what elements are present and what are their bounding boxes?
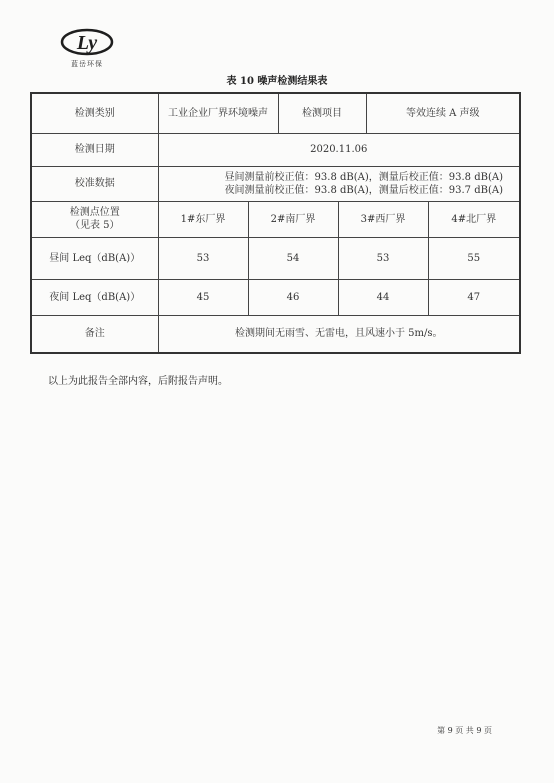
calib-data — [158, 166, 520, 201]
point-4: 4#北厂界 — [428, 201, 520, 237]
night-value-4: 47 — [428, 279, 520, 315]
table-row — [31, 315, 520, 353]
date-value: 2020.11.06 — [158, 133, 520, 166]
day-value-1: 53 — [158, 237, 248, 279]
day-value-4: 55 — [428, 237, 520, 279]
table-row — [31, 237, 520, 279]
item-label: 检测项目 — [278, 93, 366, 133]
point-3: 3#西厂界 — [338, 201, 428, 237]
night-label: 夜间 Leq（dB(A)） — [31, 279, 158, 315]
table-row — [31, 201, 520, 237]
night-value-3: 44 — [338, 279, 428, 315]
calib-night: 夜间测量前校正值：93.8 dB(A)，测量后校正值：93.7 dB(A) — [224, 184, 503, 196]
date-label: 检测日期 — [31, 133, 158, 166]
noise-results-table — [30, 92, 521, 354]
calib-day: 昼间测量前校正值：93.8 dB(A)，测量后校正值：93.8 dB(A) — [224, 171, 503, 183]
category-value: 工业企业厂界环境噪声 — [158, 93, 278, 133]
night-value-2: 46 — [248, 279, 338, 315]
company-name: 蓝岳环保 — [71, 60, 103, 68]
point-label — [31, 201, 158, 237]
table-title: 表 10 噪声检测结果表 — [226, 76, 328, 87]
day-value-2: 54 — [248, 237, 338, 279]
table-row — [31, 93, 520, 133]
logo-letters: Ly — [76, 32, 98, 54]
point-1: 1#东厂界 — [158, 201, 248, 237]
day-label: 昼间 Leq（dB(A)） — [31, 237, 158, 279]
point-label-line2: （见表 5） — [69, 220, 120, 231]
point-2: 2#南厂界 — [248, 201, 338, 237]
company-logo — [60, 28, 114, 72]
remark-value: 检测期间无雨雪、无雷电，且风速小于 5m/s。 — [158, 315, 520, 353]
footer-note: 以上为此报告全部内容，后附报告声明。 — [48, 376, 228, 387]
night-value-1: 45 — [158, 279, 248, 315]
remark-label: 备注 — [31, 315, 158, 353]
page-number: 第 9 页 共 9 页 — [437, 726, 492, 735]
point-label-line1: 检测点位置 — [69, 207, 120, 218]
category-label: 检测类别 — [31, 93, 158, 133]
logo-emblem-icon — [60, 28, 114, 56]
table-row — [31, 166, 520, 201]
calib-label: 校准数据 — [31, 166, 158, 201]
item-value: 等效连续 A 声级 — [366, 93, 520, 133]
table-row — [31, 133, 520, 166]
day-value-3: 53 — [338, 237, 428, 279]
table-row — [31, 279, 520, 315]
